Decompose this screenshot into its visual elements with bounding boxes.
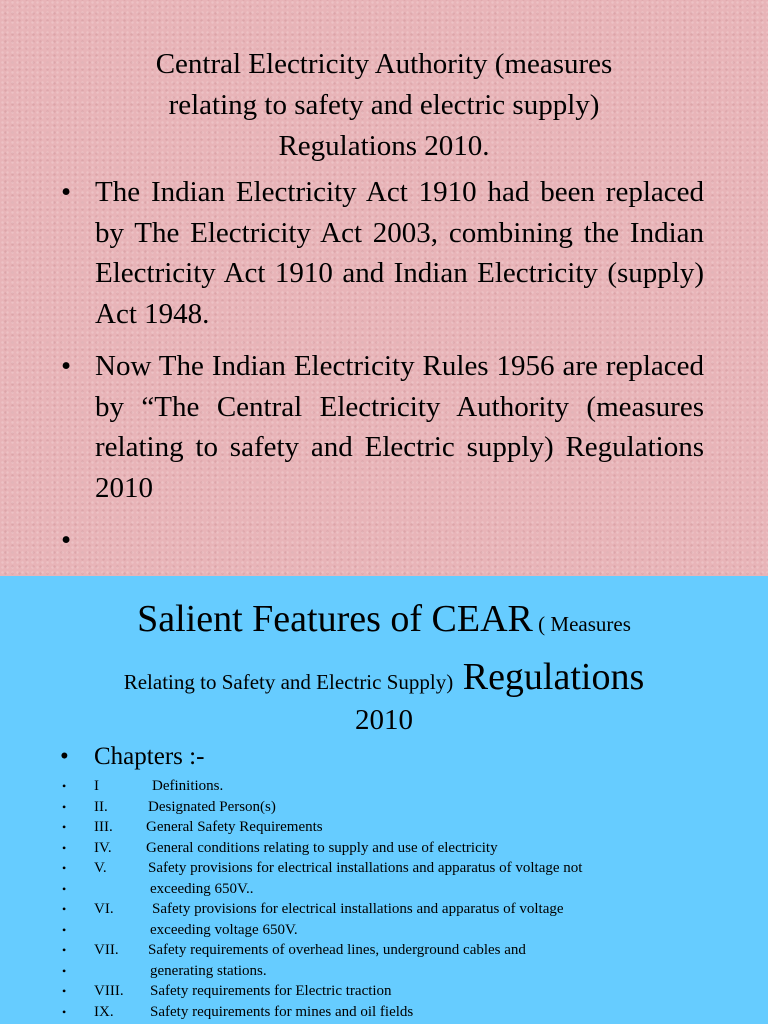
chapter-title: Safety requirements for mines and oil fields [150,1003,414,1020]
chapters-heading-text: Chapters :- [94,743,205,770]
chapter-row [62,797,762,818]
bullet-icon: • [62,922,67,937]
bullet-icon: • [62,861,67,875]
chapter-title: Safety provisions for electrical installations and apparatus of voltage not [148,860,583,876]
bullet-icon: • [62,799,67,814]
bullet-icon: • [62,963,67,978]
bullet-item [58,172,704,334]
bullet-icon: • [60,743,69,770]
chapter-number: IX. [94,1003,114,1020]
chapter-row [62,981,762,1002]
bullet-icon: • [62,984,67,998]
chapter-title: Designated Person(s) [148,798,276,815]
title-sub-2: Relating to Safety and Electric Supply) [123,670,454,694]
chapter-title: Safety requirements of overhead lines, underground cables and [148,942,526,958]
chapter-row [62,858,762,879]
bullet-item-empty [58,520,704,560]
chapter-number: II. [94,798,108,815]
chapter-number: IV. [94,839,112,856]
chapters-heading [60,742,205,772]
chapter-row [62,940,762,961]
title-line-2: relating to safety and electric supply) [168,89,600,121]
title-sub: ( Measures [532,612,631,636]
title-line-1: Central Electricity Authority (measures [155,48,613,80]
chapter-row [62,776,762,797]
chapter-number: III. [94,819,113,835]
chapter-title: Safety requirements for Electric traction [150,983,392,999]
bullet-icon: • [62,820,67,834]
chapter-title: General conditions relating to supply and use of electricity [146,839,498,856]
title-line-3: Regulations 2010. [278,130,490,162]
chapter-title: Definitions. [152,778,224,794]
bullet-item [58,346,704,508]
bullet-icon: • [62,779,67,793]
slide-1-bullet-list [58,172,704,572]
chapter-row [62,879,762,900]
chapter-number: V. [94,860,107,876]
chapter-row [62,838,762,859]
chapter-title: exceeding voltage 650V. [150,921,298,938]
chapter-number: I [94,778,99,794]
bullet-icon: • [61,524,72,556]
bullet-icon: • [62,943,67,957]
chapter-row [62,899,762,920]
slide-2-title-line-1 [0,594,768,652]
chapter-title: Safety provisions for electrical installations and apparatus of voltage [152,901,564,917]
chapter-row [62,920,762,941]
bullet-icon: • [62,881,67,896]
bullet-text: Now The Indian Electricity Rules 1956 are replaced by “The Central Electricity Authority (measures relating to safety and Electric supply) Regulations 2010 [95,350,704,504]
title-regulations: Regulations [453,656,645,698]
bullet-text: The Indian Electricity Act 1910 had been replaced by The Electricity Act 2003, combining the Indian Electricity Act 1910 and Indian Electricity (supply) Act 1948. [95,176,704,330]
slide-2 [0,576,768,1024]
chapter-number: VIII. [94,983,124,999]
chapter-row [62,817,762,838]
chapter-title: General Safety Requirements [146,819,323,835]
bullet-icon: • [61,350,72,382]
chapter-number: VII. [94,942,119,958]
chapter-title: generating stations. [150,962,267,979]
slide-1-title [90,44,678,167]
bullet-icon: • [62,902,67,916]
chapter-row [62,961,762,982]
chapter-number: VI. [94,901,114,917]
chapter-title: exceeding 650V.. [150,880,254,897]
title-main: Salient Features of CEAR [137,598,533,640]
slide-2-title-year: 2010 [355,704,413,736]
chapter-list [62,776,762,1022]
bullet-icon: • [61,176,72,208]
bullet-icon: • [62,1004,67,1019]
chapter-row [62,1002,762,1023]
bullet-icon: • [62,840,67,855]
